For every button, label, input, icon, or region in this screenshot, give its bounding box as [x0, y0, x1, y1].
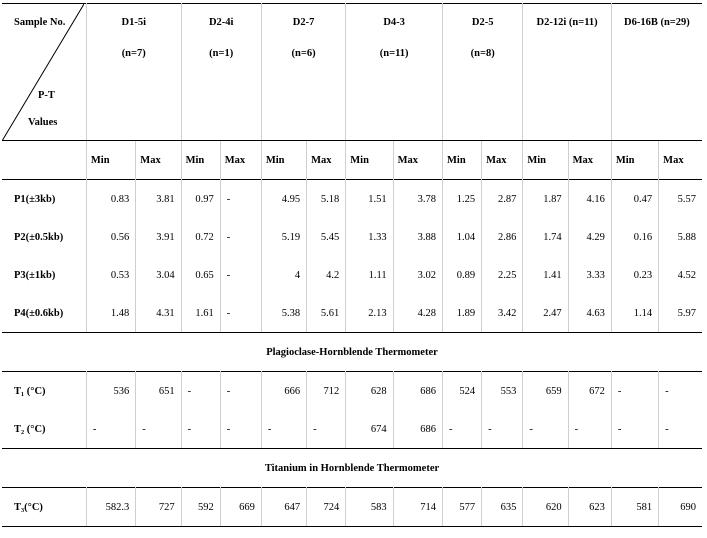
table-cell: 536 [86, 372, 135, 411]
sample-header: D2-12i (n=11) [523, 4, 612, 141]
min-header: Min [611, 141, 658, 180]
min-header: Min [523, 141, 568, 180]
table-cell: 5.61 [307, 294, 346, 333]
table-cell: 4.95 [261, 180, 306, 219]
table-cell: 5.57 [659, 180, 702, 219]
table-cell: 2.13 [346, 294, 393, 333]
table-cell: 3.78 [393, 180, 442, 219]
table-cell: 0.65 [181, 256, 220, 294]
table-cell: 690 [659, 488, 702, 527]
row-label: P1(±3kb) [2, 180, 86, 219]
pt-label: P-T [38, 90, 55, 101]
section-title-plag-hbl: Plagioclase-Hornblende Thermometer [266, 346, 438, 358]
table-cell: 669 [220, 488, 261, 527]
table-cell: 553 [482, 372, 523, 411]
row-label: T₃(°C) [2, 488, 86, 527]
table-cell: 582.3 [86, 488, 135, 527]
table-cell: - [611, 410, 658, 449]
table-cell: - [659, 372, 702, 411]
table-cell: 0.83 [86, 180, 135, 219]
table-cell: 3.04 [136, 256, 181, 294]
table-cell: 0.72 [181, 218, 220, 256]
table-cell: 3.42 [482, 294, 523, 333]
table-row [2, 410, 702, 449]
sample-header: D2-5 (n=8) [443, 4, 523, 141]
table-cell: 5.97 [659, 294, 702, 333]
min-header: Min [261, 141, 306, 180]
table-cell: 724 [307, 488, 346, 527]
table-row [2, 372, 702, 411]
table-cell: - [181, 410, 220, 449]
table-cell: 714 [393, 488, 442, 527]
section-row [2, 449, 702, 488]
table-cell: - [220, 218, 261, 256]
min-header: Min [181, 141, 220, 180]
table-cell: 4.2 [307, 256, 346, 294]
max-header: Max [307, 141, 346, 180]
row-label: T₁ (°C) [2, 372, 86, 411]
table-cell: 674 [346, 410, 393, 449]
row-label: P3(±1kb) [2, 256, 86, 294]
table-cell: 1.14 [611, 294, 658, 333]
table-cell: 3.33 [568, 256, 611, 294]
table-cell: 1.11 [346, 256, 393, 294]
table-cell: 651 [136, 372, 181, 411]
table-cell: 2.47 [523, 294, 568, 333]
table-cell: - [523, 410, 568, 449]
max-header: Max [393, 141, 442, 180]
ti-rows [2, 488, 702, 527]
table-cell: - [220, 180, 261, 219]
table-cell: 2.86 [482, 218, 523, 256]
table-cell: - [482, 410, 523, 449]
table-cell: 3.88 [393, 218, 442, 256]
table-cell: 4.31 [136, 294, 181, 333]
min-max-row [2, 141, 702, 180]
table-cell: 1.04 [443, 218, 482, 256]
table-cell: 659 [523, 372, 568, 411]
table-cell: 0.97 [181, 180, 220, 219]
sample-header: D4-3 (n=11) [346, 4, 443, 141]
table-cell: - [261, 410, 306, 449]
table-cell: 0.16 [611, 218, 658, 256]
max-header: Max [568, 141, 611, 180]
table-cell: 524 [443, 372, 482, 411]
table-cell: 628 [346, 372, 393, 411]
table-cell: 5.38 [261, 294, 306, 333]
table-cell: - [220, 410, 261, 449]
table-cell: 0.23 [611, 256, 658, 294]
table-cell: 1.33 [346, 218, 393, 256]
table-cell: - [659, 410, 702, 449]
row-label: T₂ (°C) [2, 410, 86, 449]
table-cell: 1.41 [523, 256, 568, 294]
table-cell: 1.48 [86, 294, 135, 333]
table-cell: 3.81 [136, 180, 181, 219]
table-cell: 1.89 [443, 294, 482, 333]
corner-cell [2, 4, 86, 141]
sample-header: D2-7 (n=6) [261, 4, 345, 141]
table-cell: 4.16 [568, 180, 611, 219]
table-cell: 5.18 [307, 180, 346, 219]
sample-header: D2-4i (n=1) [181, 4, 261, 141]
table-cell: - [611, 372, 658, 411]
table-cell: 727 [136, 488, 181, 527]
sample-header: D1-5i (n=7) [86, 4, 181, 141]
table-cell: 620 [523, 488, 568, 527]
table-cell: 1.25 [443, 180, 482, 219]
section-row [2, 333, 702, 372]
table-row [2, 488, 702, 527]
table-cell: 0.47 [611, 180, 658, 219]
table-row [2, 294, 702, 333]
temperature-rows [2, 372, 702, 449]
table-cell: 635 [482, 488, 523, 527]
table-cell: - [568, 410, 611, 449]
table-cell: 4.52 [659, 256, 702, 294]
table-cell: 3.91 [136, 218, 181, 256]
sample-no-label: Sample No. [14, 17, 66, 28]
table-row [2, 180, 702, 219]
table-cell: 623 [568, 488, 611, 527]
table-cell: - [136, 410, 181, 449]
table-cell: 647 [261, 488, 306, 527]
table-cell: 592 [181, 488, 220, 527]
table-cell: 4.63 [568, 294, 611, 333]
table-cell: - [220, 372, 261, 411]
section-title-ti-hbl: Titanium in Hornblende Thermometer [264, 462, 440, 474]
table-cell: 4 [261, 256, 306, 294]
header-row [2, 4, 702, 141]
table-cell: 2.25 [482, 256, 523, 294]
pt-table [2, 3, 702, 527]
min-header: Min [346, 141, 393, 180]
min-max-empty [2, 141, 86, 180]
table-cell: 577 [443, 488, 482, 527]
table-cell: 0.53 [86, 256, 135, 294]
table-cell: 5.88 [659, 218, 702, 256]
min-header: Min [86, 141, 135, 180]
table-cell: - [181, 372, 220, 411]
table-cell: 666 [261, 372, 306, 411]
table-row [2, 256, 702, 294]
row-label: P4(±0.6kb) [2, 294, 86, 333]
values-label: Values [28, 117, 58, 128]
table-cell: 686 [393, 410, 442, 449]
table-cell: 712 [307, 372, 346, 411]
max-header: Max [482, 141, 523, 180]
table-cell: - [220, 256, 261, 294]
table-row [2, 218, 702, 256]
table-cell: 686 [393, 372, 442, 411]
table-cell: 672 [568, 372, 611, 411]
pressure-rows [2, 180, 702, 333]
table-cell: 1.87 [523, 180, 568, 219]
table-cell: 1.51 [346, 180, 393, 219]
max-header: Max [220, 141, 261, 180]
table-cell: - [443, 410, 482, 449]
max-header: Max [136, 141, 181, 180]
table-cell: 581 [611, 488, 658, 527]
table-cell: 4.29 [568, 218, 611, 256]
table-cell: 0.56 [86, 218, 135, 256]
table-cell: - [307, 410, 346, 449]
table-cell: 0.89 [443, 256, 482, 294]
table-cell: 1.61 [181, 294, 220, 333]
min-header: Min [443, 141, 482, 180]
table-cell: 1.74 [523, 218, 568, 256]
max-header: Max [659, 141, 702, 180]
table-cell: 2.87 [482, 180, 523, 219]
table-cell: - [86, 410, 135, 449]
row-label: P2(±0.5kb) [2, 218, 86, 256]
table-cell: 5.45 [307, 218, 346, 256]
table-cell: 5.19 [261, 218, 306, 256]
sample-header: D6-16B (n=29) [611, 4, 702, 141]
table-cell: 3.02 [393, 256, 442, 294]
table-cell: 4.28 [393, 294, 442, 333]
table-cell: 583 [346, 488, 393, 527]
table-cell: - [220, 294, 261, 333]
